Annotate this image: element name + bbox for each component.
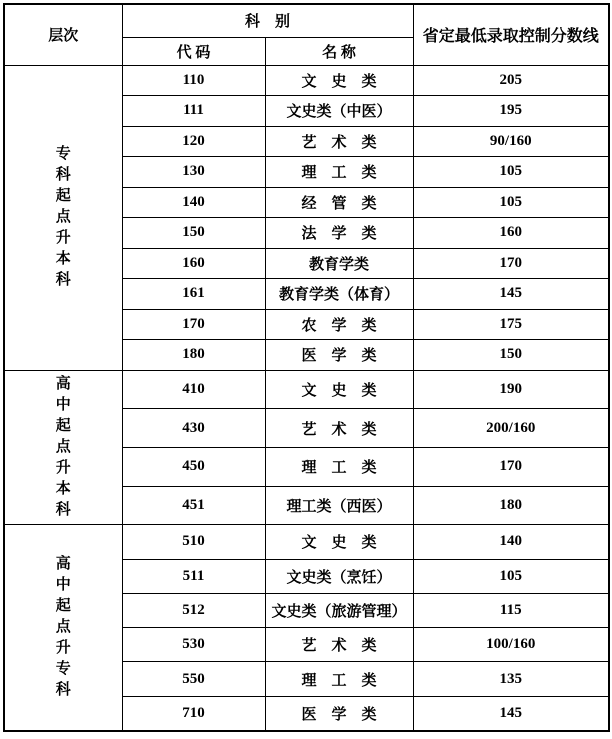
name-cell: 经 管 类: [265, 187, 413, 218]
admission-score-table: [3, 3, 610, 732]
score-cell: 200/160: [413, 409, 609, 448]
name-cell: 理工类（西医）: [265, 486, 413, 525]
name-cell: 医 学 类: [265, 340, 413, 371]
header-name: 名 称: [265, 37, 413, 65]
code-cell: 170: [122, 309, 265, 340]
level-cell-group1: [4, 65, 122, 370]
header-row-1: [4, 4, 609, 37]
score-cell: 145: [413, 696, 609, 730]
header-code: 代 码: [122, 37, 265, 65]
name-cell: 文 史 类: [265, 65, 413, 96]
code-cell: 161: [122, 279, 265, 310]
name-cell: 理 工 类: [265, 662, 413, 696]
level-cell-group2: [4, 370, 122, 525]
score-cell: 115: [413, 593, 609, 627]
score-cell: 145: [413, 279, 609, 310]
code-cell: 510: [122, 525, 265, 559]
score-cell: 205: [413, 65, 609, 96]
code-cell: 511: [122, 559, 265, 593]
name-cell: 文史类（中医）: [265, 96, 413, 127]
header-subject: 科 别: [122, 4, 413, 37]
score-cell: 135: [413, 662, 609, 696]
score-cell: 140: [413, 525, 609, 559]
name-cell: 文 史 类: [265, 370, 413, 409]
score-cell: 105: [413, 559, 609, 593]
code-cell: 110: [122, 65, 265, 96]
name-cell: 文史类（旅游管理）: [265, 593, 413, 627]
code-cell: 120: [122, 126, 265, 157]
score-cell: 170: [413, 447, 609, 486]
score-cell: 170: [413, 248, 609, 279]
name-cell: 理 工 类: [265, 157, 413, 188]
score-cell: 175: [413, 309, 609, 340]
name-cell: 教育学类（体育）: [265, 279, 413, 310]
header-score-line: 省定最低录取控制分数线: [413, 4, 609, 65]
score-cell: 160: [413, 218, 609, 249]
code-cell: 111: [122, 96, 265, 127]
score-cell: 195: [413, 96, 609, 127]
code-cell: 430: [122, 409, 265, 448]
name-cell: 文史类（烹饪）: [265, 559, 413, 593]
level-label: 高中起点升本科: [55, 375, 71, 518]
code-cell: 150: [122, 218, 265, 249]
table-row: [4, 525, 609, 559]
code-cell: 410: [122, 370, 265, 409]
score-cell: 105: [413, 187, 609, 218]
name-cell: 艺 术 类: [265, 126, 413, 157]
code-cell: 130: [122, 157, 265, 188]
name-cell: 农 学 类: [265, 309, 413, 340]
code-cell: 180: [122, 340, 265, 371]
name-cell: 理 工 类: [265, 447, 413, 486]
level-cell-group3: [4, 525, 122, 731]
score-cell: 105: [413, 157, 609, 188]
name-cell: 艺 术 类: [265, 628, 413, 662]
code-cell: 450: [122, 447, 265, 486]
code-cell: 512: [122, 593, 265, 627]
level-label: 高中起点升专科: [55, 555, 71, 698]
table-row: [4, 370, 609, 409]
score-cell: 150: [413, 340, 609, 371]
score-cell: 90/160: [413, 126, 609, 157]
code-cell: 550: [122, 662, 265, 696]
level-label: 专科起点升本科: [55, 146, 71, 288]
name-cell: 文 史 类: [265, 525, 413, 559]
name-cell: 教育学类: [265, 248, 413, 279]
score-cell: 100/160: [413, 628, 609, 662]
name-cell: 法 学 类: [265, 218, 413, 249]
code-cell: 530: [122, 628, 265, 662]
code-cell: 710: [122, 696, 265, 730]
score-cell: 180: [413, 486, 609, 525]
name-cell: 医 学 类: [265, 696, 413, 730]
name-cell: 艺 术 类: [265, 409, 413, 448]
header-level: 层次: [4, 4, 122, 65]
table-row: [4, 65, 609, 96]
code-cell: 140: [122, 187, 265, 218]
code-cell: 451: [122, 486, 265, 525]
score-cell: 190: [413, 370, 609, 409]
code-cell: 160: [122, 248, 265, 279]
